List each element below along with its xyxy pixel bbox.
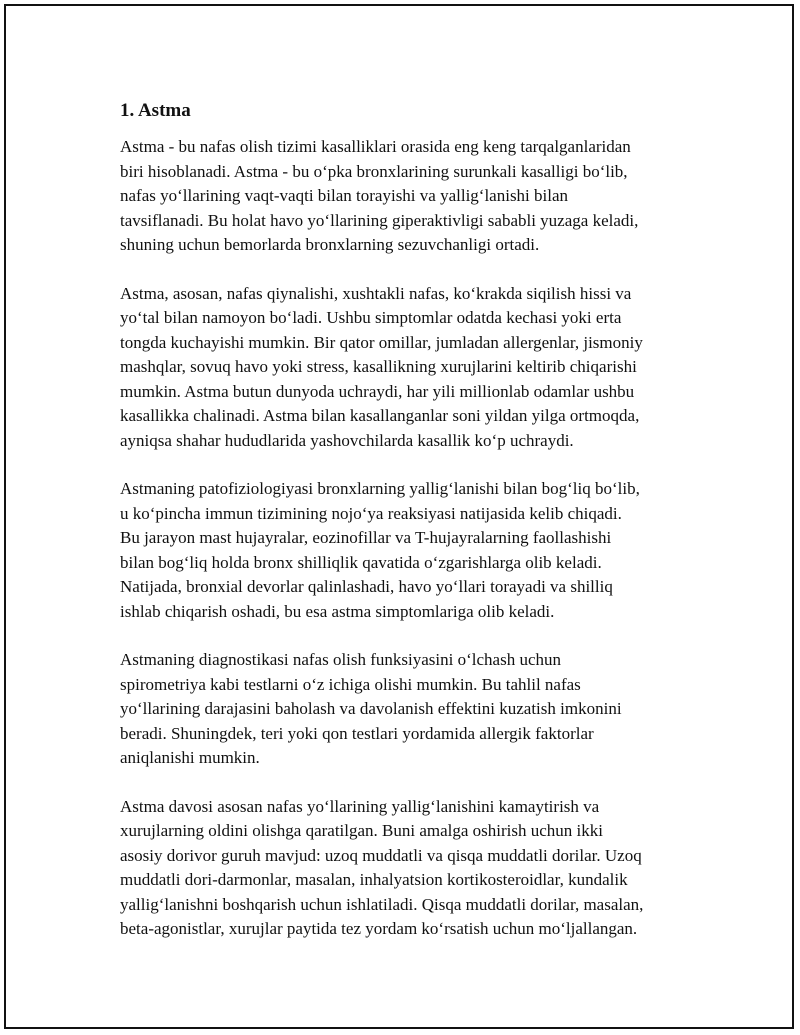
text-line: ayniqsa shahar hududlarida yashovchilarda kasallik ko‘p uchraydi. <box>120 430 574 450</box>
text-line: xurujlarning oldini olishga qaratilgan. Buni amalga oshirish uchun ikki <box>120 821 604 840</box>
text-line: beradi. Shuningdek, teri yoki qon testlari yordamida allergik faktorlar <box>120 723 594 743</box>
text-line: Bu jarayon mast hujayralar, eozinofillar va T-hujayralarning faollashishi <box>120 528 612 547</box>
document-body <box>120 98 700 966</box>
section-heading: 1. Astma <box>120 100 191 121</box>
text-line: tavsiflanadi. Bu holat havo yo‘llarining giperaktivligi sababli yuzaga keladi, <box>120 210 639 230</box>
text-line: Astma davosi asosan nafas yo‘llarining yallig‘lanishini kamaytirish va <box>120 796 600 816</box>
text-line: mumkin. Astma butun dunyoda uchraydi, har yili millionlab odamlar ushbu <box>120 381 635 401</box>
paragraph-1 <box>120 135 700 258</box>
text-line: biri hisoblanadi. Astma - bu o‘pka bronxlarining surunkali kasalligi bo‘lib, <box>120 161 628 181</box>
text-line: mashqlar, sovuq havo yoki stress, kasallikning xurujlarini keltirib chiqarishi <box>120 357 637 376</box>
text-line: Astmaning diagnostikasi nafas olish funksiyasini o‘lchash uchun <box>120 650 561 669</box>
text-line: muddatli dori-darmonlar, masalan, inhalyatsion kortikosteroidlar, kundalik <box>120 870 628 889</box>
text-line: Astma, asosan, nafas qiynalishi, xushtakli nafas, ko‘krakda siqilish hissi va <box>120 283 632 303</box>
text-line: spirometriya kabi testlarni o‘z ichiga olishi mumkin. Bu tahlil nafas <box>120 674 581 694</box>
text-line: ishlab chiqarish oshadi, bu esa astma simptomlariga olib keladi. <box>120 601 555 621</box>
text-line: yo‘llarining darajasini baholash va davolanish effektini kuzatish imkonini <box>120 699 622 718</box>
text-line: u ko‘pincha immun tizimining nojo‘ya reaksiyasi natijasida kelib chiqadi. <box>120 503 622 523</box>
paragraph-4 <box>120 648 700 771</box>
text-line: tongda kuchayishi mumkin. Bir qator omillar, jumladan allergenlar, jismoniy <box>120 332 643 352</box>
paragraph-2 <box>120 282 700 454</box>
text-line: yo‘tal bilan namoyon bo‘ladi. Ushbu simptomlar odatda kechasi yoki erta <box>120 308 622 327</box>
text-line: nafas yo‘llarining vaqt-vaqti bilan torayishi va yallig‘lanishi bilan <box>120 186 569 205</box>
text-line: bilan bog‘liq holda bronx shilliqlik qavatida o‘zgarishlarga olib keladi. <box>120 552 602 572</box>
text-line: Natijada, bronxial devorlar qalinlashadi, havo yo‘llari torayadi va shilliq <box>120 577 613 596</box>
text-line: Astma - bu nafas olish tizimi kasalliklari orasida eng keng tarqalganlaridan <box>120 137 631 156</box>
text-line: beta-agonistlar, xurujlar paytida tez yordam ko‘rsatish uchun mo‘ljallangan. <box>120 919 638 938</box>
text-line: aniqlanishi mumkin. <box>120 748 260 767</box>
paragraph-3 <box>120 477 700 624</box>
text-line: shuning uchun bemorlarda bronxlarning sezuvchanligi ortadi. <box>120 235 540 254</box>
text-line: Astmaning patofiziologiyasi bronxlarning yallig‘lanishi bilan bog‘liq bo‘lib, <box>120 479 640 498</box>
text-line: kasallikka chalinadi. Astma bilan kasallanganlar soni yildan yilga ortmoqda, <box>120 406 640 425</box>
paragraph-5 <box>120 795 700 942</box>
text-line: asosiy dorivor guruh mavjud: uzoq muddatli va qisqa muddatli dorilar. Uzoq <box>120 845 642 865</box>
page-frame <box>4 4 794 1029</box>
text-line: yallig‘lanishni boshqarish uchun ishlatiladi. Qisqa muddatli dorilar, masalan, <box>120 894 644 914</box>
